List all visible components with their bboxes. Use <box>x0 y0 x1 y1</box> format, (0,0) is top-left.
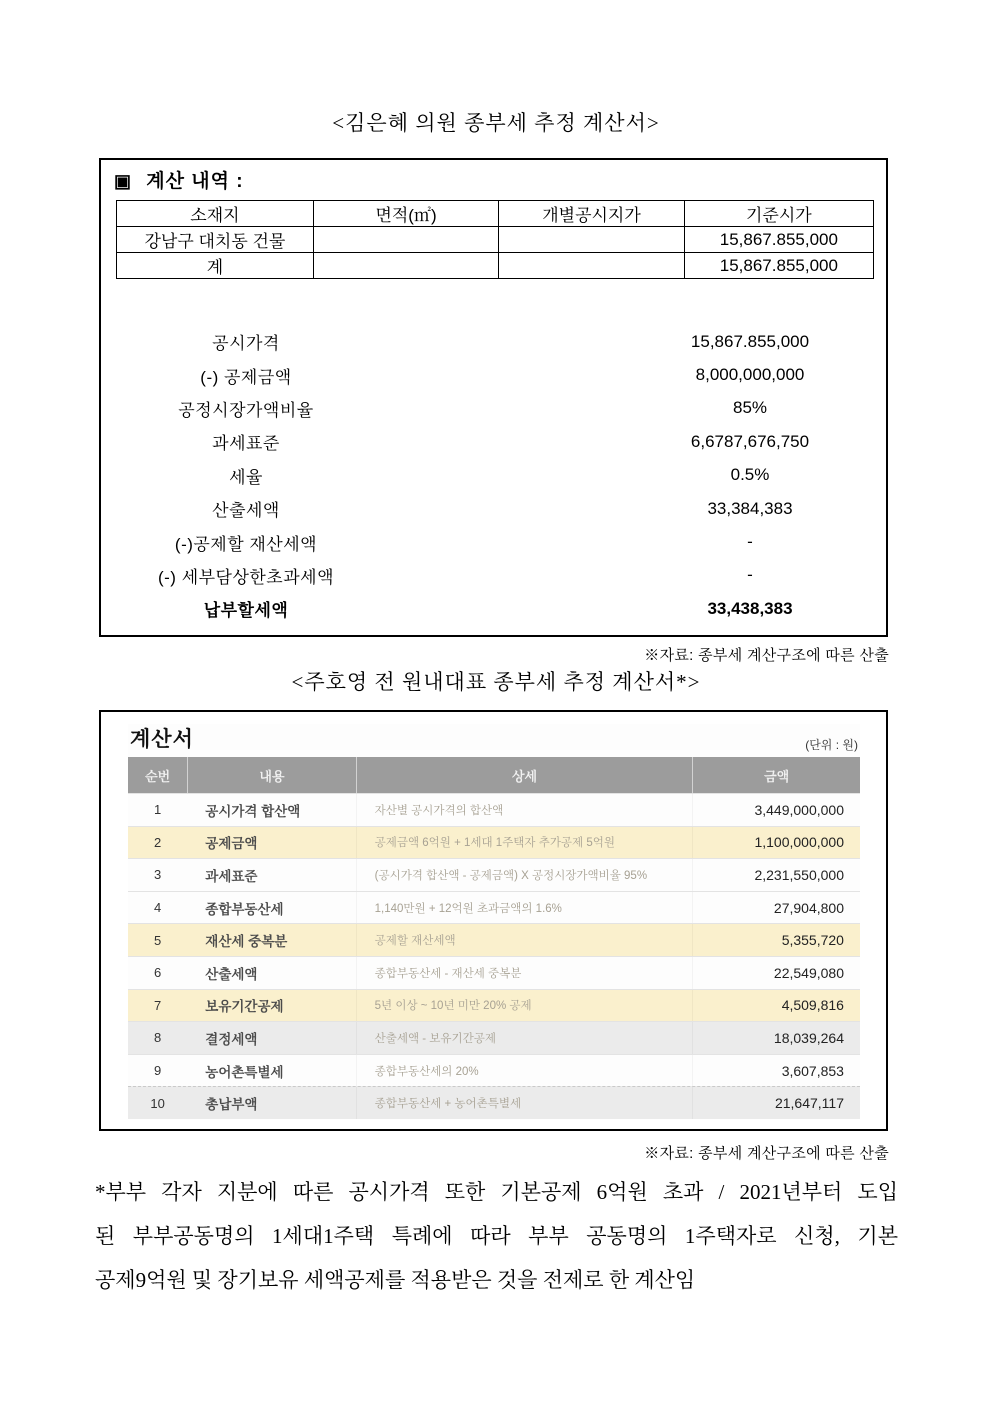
row-number: 8 <box>154 1030 162 1046</box>
calc-item-label: 납부할세액 <box>203 601 289 621</box>
row-name: 종합부동산세 <box>205 901 284 917</box>
row-number: 3 <box>154 867 162 883</box>
cell-standard-price: 15,867.855,000 <box>684 253 873 279</box>
calc-item-label: 과세표준 <box>212 434 280 454</box>
calc-item-label: 공시가격 <box>212 334 280 354</box>
row-detail: 5년 이상 ~ 10년 미만 20% 공제 <box>356 990 693 1022</box>
calc-item-value: 85% <box>732 398 768 418</box>
calc-item-label: 공정시장가액비율 <box>178 400 314 420</box>
calc-item-value: 8,000,000,000 <box>695 365 805 385</box>
header-detail: 상세 <box>356 757 693 793</box>
statement-rows <box>128 793 860 1119</box>
statement-title: 계산서 <box>130 728 194 751</box>
calc-item-row <box>101 325 886 358</box>
calc-item-row <box>101 592 886 625</box>
row-amount: 21,647,117 <box>692 1087 860 1119</box>
calc-item-label: (-) 세부담상한초과세액 <box>157 567 334 587</box>
row-detail: 1,140만원 + 12억원 초과금액의 1.6% <box>356 892 693 924</box>
calc-item-row <box>101 459 886 492</box>
tax-statement-screenshot <box>128 724 860 1119</box>
statement-caption-row <box>128 724 860 757</box>
calc-item-label: 산출세액 <box>212 501 280 521</box>
cell-location: 계 <box>117 253 314 279</box>
document-title-kim: <김은혜 의원 종부세 추정 계산서> <box>332 111 660 135</box>
cell-location: 강남구 대치동 건물 <box>117 227 314 253</box>
calc-item-row <box>101 492 886 525</box>
row-amount: 4,509,816 <box>692 990 860 1022</box>
col-header-area: 면적(㎡) <box>313 201 498 227</box>
header-amount: 금액 <box>692 757 860 793</box>
calc-item-value: - <box>747 532 753 552</box>
col-header-location: 소재지 <box>117 201 314 227</box>
calc-item-value: 15,867.855,000 <box>690 331 810 351</box>
row-name: 과세표준 <box>205 868 258 884</box>
row-number: 6 <box>154 965 162 981</box>
row-detail: 산출세액 - 보유기간공제 <box>356 1022 693 1054</box>
row-detail: 자산별 공시가격의 합산액 <box>356 794 693 826</box>
statement-row <box>128 1054 860 1087</box>
footnote-line: 공제9억원 및 장기보유 세액공제를 적용받은 것을 전제로 한 계산임 <box>95 1268 696 1292</box>
calculation-heading-label: 계산 내역 : <box>146 171 244 192</box>
header-name: 내용 <box>187 757 355 793</box>
unit-label: (단위 : 원) <box>805 738 858 752</box>
calc-item-label: 세율 <box>229 467 263 487</box>
row-name: 결정세액 <box>205 1031 258 1047</box>
footnote-line: 된 부부공동명의 1세대1주택 특례에 따라 부부 공동명의 1주택자로 신청, 기본 <box>95 1224 898 1248</box>
row-name: 공시가격 합산액 <box>205 803 301 819</box>
row-name: 보유기간공제 <box>205 999 284 1015</box>
calc-item-row <box>101 358 886 391</box>
statement-row <box>128 826 860 859</box>
calc-item-row <box>101 559 886 592</box>
calculation-heading <box>114 166 244 193</box>
calc-item-value: 6,6787,676,750 <box>690 431 810 451</box>
screenshot-box <box>99 710 888 1131</box>
row-number: 7 <box>154 997 162 1013</box>
calc-item-value: 33,384,383 <box>707 498 793 518</box>
calculation-box <box>99 158 888 637</box>
table-row <box>117 227 874 253</box>
calc-item-label: (-) 공제금액 <box>200 367 292 387</box>
source-note: ※자료: 종부세 계산구조에 따른 산출 <box>644 1145 889 1162</box>
row-name: 총납부액 <box>205 1097 258 1113</box>
statement-row <box>128 923 860 956</box>
row-detail: 종합부동산세 + 농어촌특별세 <box>356 1087 693 1119</box>
row-name: 재산세 중복분 <box>205 934 288 950</box>
row-amount: 5,355,720 <box>692 924 860 956</box>
square-bullet-icon: ▣ <box>114 171 133 191</box>
cell-area <box>313 253 498 279</box>
cell-area <box>313 227 498 253</box>
calc-item-row <box>101 525 886 558</box>
row-name: 농어촌특별세 <box>205 1064 284 1080</box>
cell-standard-price: 15,867.855,000 <box>684 227 873 253</box>
row-amount: 18,039,264 <box>692 1022 860 1054</box>
statement-header-row <box>128 757 860 793</box>
row-amount: 27,904,800 <box>692 892 860 924</box>
row-detail: 공제금액 6억원 + 1세대 1주택자 추가공제 5억원 <box>356 827 693 859</box>
statement-row <box>128 989 860 1022</box>
row-number: 4 <box>154 900 162 916</box>
document-title-joo: <주호영 전 원내대표 종부세 추정 계산서*> <box>291 670 701 694</box>
row-detail: 공제할 재산세액 <box>356 924 693 956</box>
row-name: 공제금액 <box>205 836 258 852</box>
row-detail: (공시가격 합산액 - 공제금액) X 공정시장가액비율 95% <box>356 859 693 891</box>
calc-item-row <box>101 425 886 458</box>
footnote-paragraph <box>95 1170 898 1302</box>
statement-row <box>128 1086 860 1119</box>
calc-item-value: 33,438,383 <box>707 598 793 618</box>
calc-item-label: (-)공제할 재산세액 <box>174 534 318 554</box>
statement-row <box>128 1021 860 1054</box>
row-amount: 22,549,080 <box>692 957 860 989</box>
row-amount: 1,100,000,000 <box>692 827 860 859</box>
cell-land-price <box>499 227 684 253</box>
row-detail: 종합부동산세의 20% <box>356 1055 693 1087</box>
property-table-header-row <box>117 201 874 227</box>
source-note: ※자료: 종부세 계산구조에 따른 산출 <box>644 647 889 664</box>
calc-item-value: - <box>747 565 753 585</box>
header-no: 순번 <box>145 768 171 784</box>
row-number: 5 <box>154 932 162 948</box>
calc-item-row <box>101 392 886 425</box>
row-amount: 3,607,853 <box>692 1055 860 1087</box>
statement-row <box>128 793 860 826</box>
row-number: 10 <box>150 1095 165 1111</box>
row-number: 9 <box>154 1063 162 1079</box>
row-detail: 종합부동산세 - 재산세 중복분 <box>356 957 693 989</box>
statement-row <box>128 858 860 891</box>
row-name: 산출세액 <box>205 966 258 982</box>
calc-items <box>101 325 886 626</box>
row-number: 1 <box>154 802 162 818</box>
statement-row <box>128 891 860 924</box>
footnote-line: *부부 각자 지분에 따른 공시가격 또한 기본공제 6억원 초과 / 2021년부터 도입 <box>95 1180 898 1204</box>
row-amount: 2,231,550,000 <box>692 859 860 891</box>
row-number: 2 <box>154 834 162 850</box>
cell-land-price <box>499 253 684 279</box>
statement-row <box>128 956 860 989</box>
col-header-standard-price: 기준시가 <box>684 201 873 227</box>
property-table <box>116 200 874 279</box>
col-header-land-price: 개별공시지가 <box>499 201 684 227</box>
calc-item-value: 0.5% <box>730 465 770 485</box>
row-amount: 3,449,000,000 <box>692 794 860 826</box>
table-row <box>117 253 874 279</box>
